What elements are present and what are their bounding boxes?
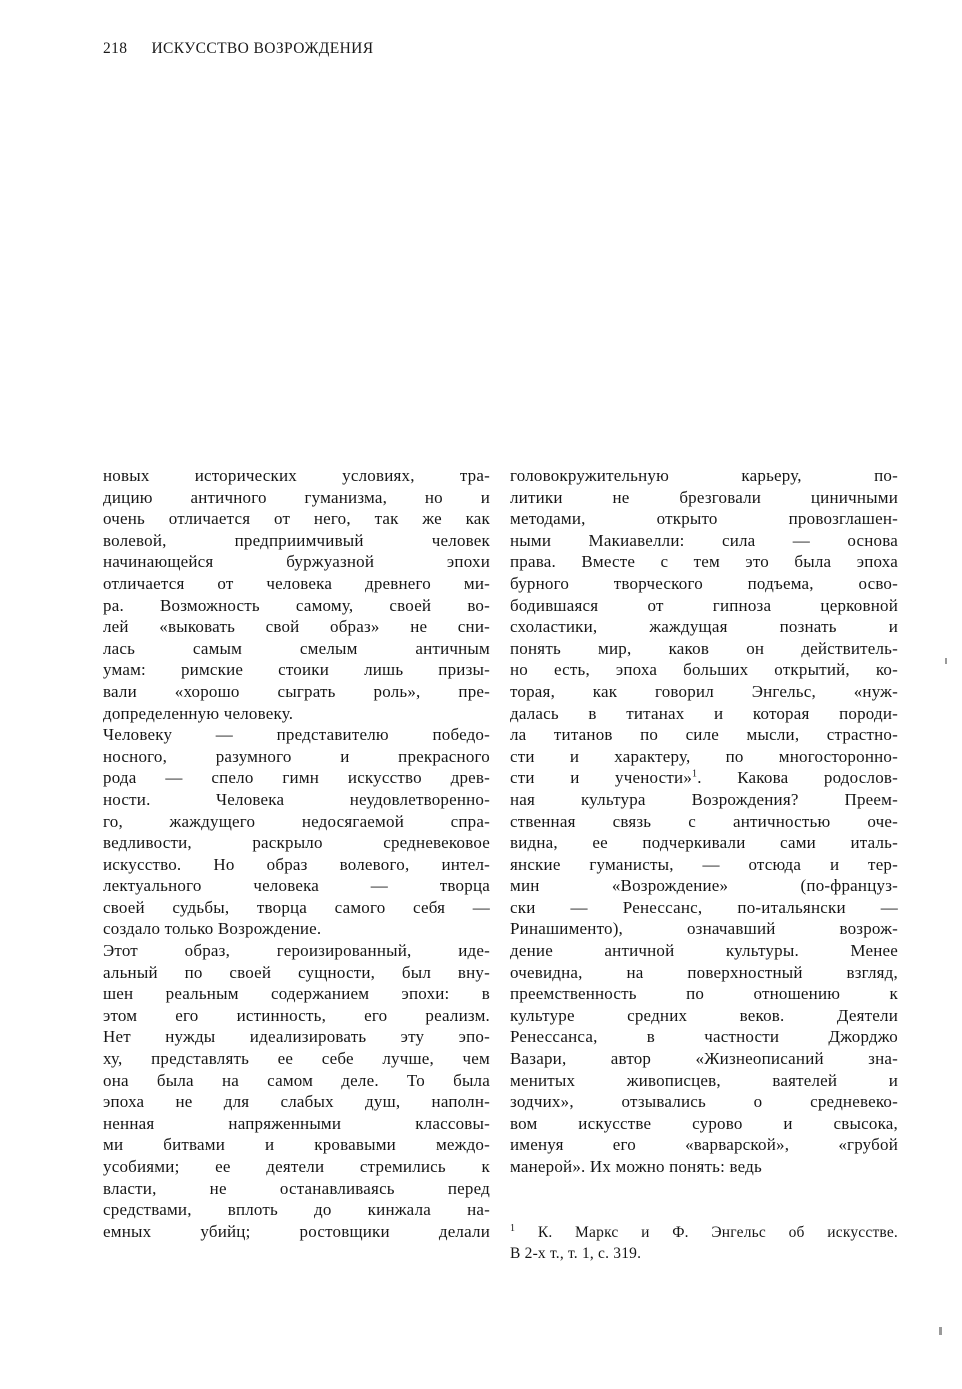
right-column-line: бурного творческого подъема, осво- bbox=[510, 573, 898, 593]
right-column-line: очевидна, на поверхностный взгляд, bbox=[510, 962, 898, 982]
scan-speck bbox=[939, 1327, 942, 1335]
left-column-line: Этот образ, героизированный, иде- bbox=[103, 941, 490, 961]
right-column-line: далась в титанах и которая породи- bbox=[510, 703, 898, 723]
right-column-line: ная культура Возрождения? Преем- bbox=[510, 789, 898, 809]
right-column-line: вом искусстве сурово и свысока, bbox=[510, 1113, 898, 1133]
right-column-line: ственная связь с античностью оче- bbox=[510, 811, 898, 831]
left-column-line: допределенную человеку. bbox=[103, 703, 294, 723]
right-column-line: права. Вместе с тем это была эпоха bbox=[510, 552, 898, 572]
right-column-line: манерой». Их можно понять: ведь bbox=[510, 1157, 762, 1176]
left-column-line: лектуального человека — творца bbox=[103, 876, 490, 896]
footnote-text-1: К. Маркс и Ф. Энгельс об искусстве. bbox=[537, 1224, 899, 1241]
right-column-line: Ринашименто), означавший возрож- bbox=[510, 919, 898, 939]
right-column-line: культуре средних веков. Деятели bbox=[510, 1005, 898, 1025]
left-column-line: этом его истинность, его реализм. bbox=[103, 1005, 490, 1025]
right-column-line: бодившаяся от гипноза церковной bbox=[510, 595, 898, 615]
right-column-text: сти и учености» bbox=[510, 768, 693, 788]
left-column-line: своей судьбы, творца самого себя — bbox=[103, 897, 490, 917]
right-text-column bbox=[510, 465, 898, 1178]
right-column-line: головокружительную карьеру, по- bbox=[510, 466, 898, 485]
running-title: ИСКУССТВО ВОЗРОЖДЕНИЯ bbox=[151, 40, 374, 57]
left-column-line: ра. Возможность самому, своей во- bbox=[103, 595, 490, 615]
left-column-line: шен реальным содержанием эпохи: в bbox=[103, 984, 490, 1004]
right-column-line: методами, открыто провозглашен- bbox=[510, 509, 898, 529]
left-column-line: дицию античного гуманизма, но и bbox=[103, 487, 490, 507]
right-column-line: преемственность по отношению к bbox=[510, 984, 898, 1004]
left-column-line: усобиями; ее деятели стремились к bbox=[103, 1157, 490, 1176]
right-column-line: мин «Возрождение» (по-француз- bbox=[510, 876, 898, 896]
right-column-line: именуя его «варварской», «грубой bbox=[510, 1135, 898, 1155]
left-column-line: она была на самом деле. То была bbox=[103, 1070, 490, 1090]
scan-speck bbox=[945, 658, 947, 664]
right-column-line: видна, ее подчеркивали сами италь- bbox=[510, 833, 898, 853]
left-column-line: емных убийц; ростовщики делали bbox=[103, 1221, 490, 1241]
left-column-line: лась самым смелым античным bbox=[103, 638, 490, 658]
right-column-line: дение античной культуры. Менее bbox=[510, 941, 898, 961]
left-column-line: волевой, предприимчивый человек bbox=[103, 530, 490, 550]
left-column-line: вали «хорошо сыграть роль», пре- bbox=[103, 681, 490, 701]
right-column-line bbox=[510, 767, 898, 789]
left-column-line: начинающейся буржуазной эпохи bbox=[103, 552, 490, 572]
left-column-line: создало только Возрождение. bbox=[103, 919, 322, 939]
footnote bbox=[510, 1222, 898, 1264]
left-column-line: Человеку — представителю победо- bbox=[103, 725, 490, 745]
right-column-line: ла титанов по силе мысли, страстно- bbox=[510, 725, 898, 745]
left-column-line: рода — спело гимн искусство древ- bbox=[103, 768, 490, 788]
right-column-line: понять мир, каков он действитель- bbox=[510, 638, 898, 658]
left-column-line: ми битвами и кровавыми междо- bbox=[103, 1135, 490, 1155]
footnote-reference: 1 bbox=[692, 768, 698, 780]
left-column-line: ненная напряженными классовы- bbox=[103, 1113, 490, 1133]
right-column-line: зодчих», отзывались о средневеко- bbox=[510, 1092, 898, 1112]
left-column-line: ности. Человека неудовлетворенно- bbox=[103, 789, 490, 809]
footnote-line-1 bbox=[510, 1222, 898, 1243]
left-column-line: умам: римские стоики лишь призы- bbox=[103, 660, 490, 680]
right-column-line: сти и характеру, по многосторонно- bbox=[510, 746, 898, 766]
footnote-marker: 1 bbox=[510, 1222, 516, 1234]
right-column-line: но есть, эпоха больших открытий, ко- bbox=[510, 660, 898, 680]
left-text-column bbox=[103, 465, 490, 1242]
left-column-line: эпоха не для слабых душ, наполн- bbox=[103, 1092, 490, 1112]
footnote-line-2: В 2-х т., т. 1, с. 319. bbox=[510, 1245, 642, 1262]
right-column-line: ными Макиавелли: сила — основа bbox=[510, 530, 898, 550]
left-column-line: искусство. Но образ волевого, интел- bbox=[103, 854, 490, 874]
right-column-text: . Какова родослов- bbox=[697, 768, 898, 788]
left-column-line: новых исторических условиях, тра- bbox=[103, 466, 490, 485]
left-column-line: го, жаждущего недосягаемой спра- bbox=[103, 811, 490, 831]
right-column-line: ски — Ренессанс, по-итальянски — bbox=[510, 897, 898, 917]
right-column-line: Ренессанса, в частности Джорджо bbox=[510, 1027, 898, 1047]
left-column-line: власти, не останавливаясь перед bbox=[103, 1178, 490, 1198]
left-column-line: носного, разумного и прекрасного bbox=[103, 746, 490, 766]
running-header bbox=[103, 40, 374, 58]
right-column-line: янские гуманисты, — отсюда и тер- bbox=[510, 854, 898, 874]
right-column-line: менитых живописцев, ваятелей и bbox=[510, 1070, 898, 1090]
left-column-line: ведливости, раскрыло средневековое bbox=[103, 833, 490, 853]
right-column-line: схоластики, жаждущая познать и bbox=[510, 617, 898, 637]
right-column-line: Вазари, автор «Жизнеописаний зна- bbox=[510, 1049, 898, 1069]
right-column-line: литики не брезговали циничными bbox=[510, 487, 898, 507]
left-column-line: лей «выковать свой образ» не сни- bbox=[103, 617, 490, 637]
left-column-line: Нет нужды идеализировать эту эпо- bbox=[103, 1027, 490, 1047]
right-column-line: торая, как говорил Энгельс, «нуж- bbox=[510, 681, 898, 701]
page-number: 218 bbox=[103, 40, 128, 57]
left-column-line: очень отличается от него, так же как bbox=[103, 509, 490, 529]
left-column-line: средствами, вплоть до кинжала на- bbox=[103, 1200, 490, 1220]
left-column-line: ху, представлять ее себе лучше, чем bbox=[103, 1049, 490, 1069]
left-column-line: отличается от человека древнего ми- bbox=[103, 573, 490, 593]
left-column-line: альный по своей сущности, был вну- bbox=[103, 962, 490, 982]
